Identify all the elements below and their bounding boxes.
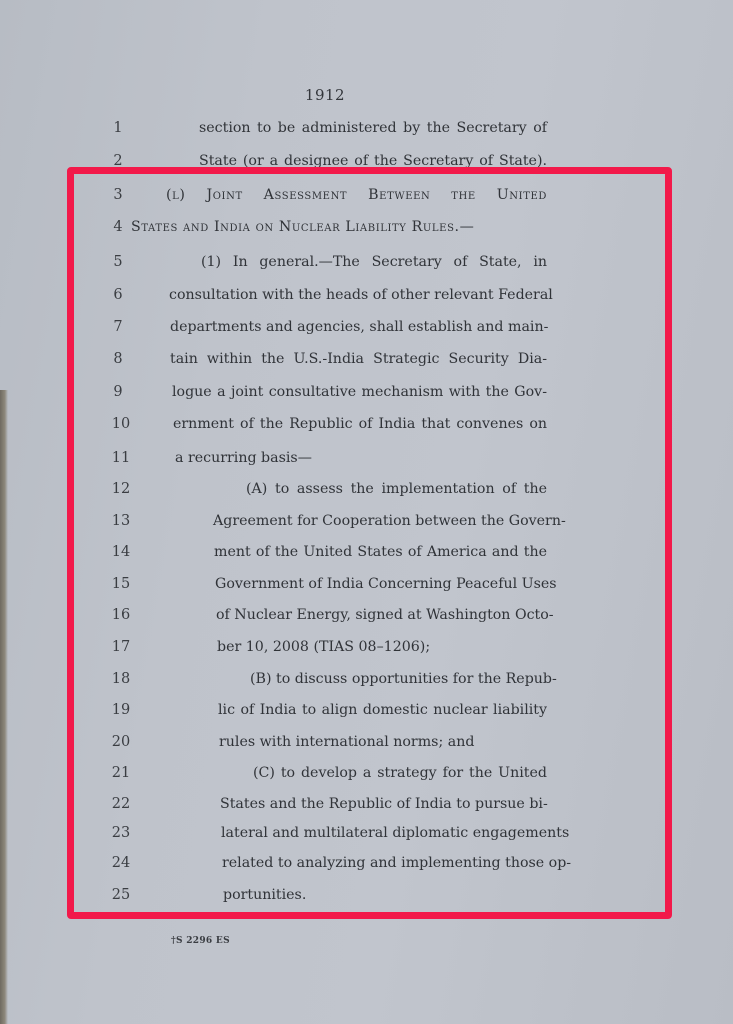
line-text: (l) Joint Assessment Between the United xyxy=(166,187,547,203)
page-number: 1912 xyxy=(304,86,346,104)
line-number: 7 xyxy=(113,319,123,335)
bill-line xyxy=(0,668,733,690)
line-text: of Nuclear Energy, signed at Washington Octo- xyxy=(216,607,554,623)
line-text: tain within the U.S.-India Strategic Security Dia- xyxy=(170,351,547,367)
line-number: 12 xyxy=(111,481,131,497)
line-text: ment of the United States of America and the xyxy=(214,544,547,560)
line-number: 14 xyxy=(111,544,131,560)
line-number: 15 xyxy=(111,576,131,592)
line-text: departments and agencies, shall establish and main- xyxy=(170,319,549,335)
line-text: (C) to develop a strategy for the United xyxy=(253,765,547,781)
bill-line xyxy=(0,150,733,172)
line-number: 3 xyxy=(113,187,123,203)
bill-line xyxy=(0,413,733,435)
bill-line xyxy=(0,762,733,784)
line-text: a recurring basis— xyxy=(175,450,312,466)
bill-line xyxy=(0,478,733,500)
line-number: 9 xyxy=(113,384,123,400)
line-text: Government of India Concerning Peaceful Uses xyxy=(215,576,557,592)
line-text: logue a joint consultative mechanism with the Gov- xyxy=(172,384,547,400)
line-text: States and India on Nuclear Liability Rules.— xyxy=(131,219,475,235)
line-number: 4 xyxy=(113,219,123,235)
bill-footer-id: †S 2296 ES xyxy=(171,936,230,946)
line-number: 10 xyxy=(111,416,131,432)
line-number: 17 xyxy=(111,639,131,655)
bill-line xyxy=(0,381,733,403)
line-text: State (or a designee of the Secretary of State). xyxy=(199,153,547,169)
bill-line xyxy=(0,447,733,469)
line-number: 19 xyxy=(111,702,131,718)
line-number: 13 xyxy=(111,513,131,529)
line-text: (A) to assess the implementation of the xyxy=(246,481,547,497)
line-number: 2 xyxy=(113,153,123,169)
line-text: ber 10, 2008 (TIAS 08–1206); xyxy=(217,639,431,655)
bill-line xyxy=(0,699,733,721)
line-number: 21 xyxy=(111,765,131,781)
line-number: 22 xyxy=(111,796,131,812)
bill-line xyxy=(0,731,733,753)
line-text: States and the Republic of India to pursue bi- xyxy=(220,796,548,812)
line-number: 23 xyxy=(111,825,131,841)
bill-line xyxy=(0,184,733,206)
bill-line xyxy=(0,251,733,273)
line-text: lateral and multilateral diplomatic engagements xyxy=(221,825,570,841)
line-number: 1 xyxy=(113,120,123,136)
bill-line xyxy=(0,604,733,626)
line-number: 6 xyxy=(113,287,123,303)
bill-line xyxy=(0,284,733,306)
line-text: lic of India to align domestic nuclear liability xyxy=(218,702,547,718)
bill-line xyxy=(0,316,733,338)
line-text: consultation with the heads of other relevant Federal xyxy=(169,287,553,303)
line-number: 8 xyxy=(113,351,123,367)
line-text: rules with international norms; and xyxy=(219,734,475,750)
line-text: section to be administered by the Secretary of xyxy=(199,120,547,136)
line-text: Agreement for Cooperation between the Govern- xyxy=(213,513,566,529)
bill-line xyxy=(0,216,733,238)
line-text: portunities. xyxy=(223,887,307,903)
line-number: 20 xyxy=(111,734,131,750)
line-text: ernment of the Republic of India that convenes on xyxy=(173,416,547,432)
line-number: 18 xyxy=(111,671,131,687)
line-text: (B) to discuss opportunities for the Repub- xyxy=(250,671,557,687)
line-text: related to analyzing and implementing those op- xyxy=(222,855,572,871)
bill-line xyxy=(0,510,733,532)
bill-line xyxy=(0,117,733,139)
bill-line xyxy=(0,541,733,563)
line-number: 16 xyxy=(111,607,131,623)
bill-line xyxy=(0,852,733,874)
bill-line xyxy=(0,573,733,595)
line-text: (1) In general.—The Secretary of State, in xyxy=(201,254,547,270)
bill-line xyxy=(0,636,733,658)
bill-line xyxy=(0,793,733,815)
line-number: 24 xyxy=(111,855,131,871)
line-number: 11 xyxy=(111,450,131,466)
line-number: 5 xyxy=(113,254,123,270)
bill-line xyxy=(0,348,733,370)
bill-line xyxy=(0,884,733,906)
bill-line xyxy=(0,822,733,844)
line-number: 25 xyxy=(111,887,131,903)
